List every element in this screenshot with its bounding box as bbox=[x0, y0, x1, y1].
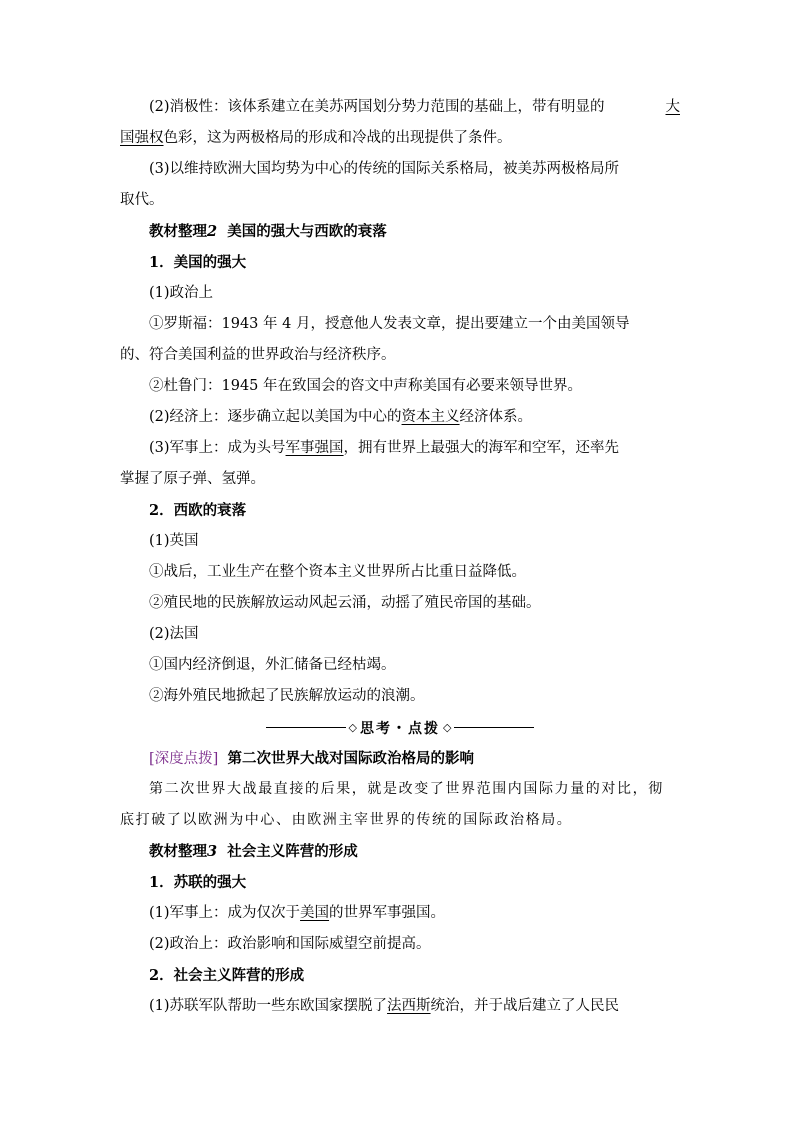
paragraph-line: ①国内经济倒退，外汇储备已经枯竭。 bbox=[149, 657, 396, 673]
paragraph-line: (1)政治上 bbox=[149, 285, 214, 301]
underlined-term: 法西斯 bbox=[387, 998, 431, 1014]
section-heading: 教材整理2 美国的强大与西欧的衰落 bbox=[149, 223, 387, 240]
subheading: 2．西欧的衰落 bbox=[149, 502, 247, 519]
subheading: 2．社会主义阵营的形成 bbox=[149, 967, 305, 984]
subheading: 1．苏联的强大 bbox=[149, 874, 247, 891]
paragraph-line: (1)英国 bbox=[149, 533, 199, 549]
diamond-icon: ◇ bbox=[443, 721, 452, 734]
paragraph-line: (2)消极性：该体系建立在美苏两国划分势力范围的基础上，带有明显的 大 bbox=[120, 92, 680, 123]
paragraph-line: ②杜鲁门：1945 年在致国会的咨文中声称美国有必要来领导世界。 bbox=[149, 378, 583, 394]
underlined-term: 国强权 bbox=[120, 130, 164, 146]
underlined-term: 军事强国 bbox=[285, 440, 344, 456]
paragraph-line: (2)政治上：政治影响和国际威望空前提高。 bbox=[149, 936, 431, 952]
paragraph-line: ②殖民地的民族解放运动风起云涌，动摇了殖民帝国的基础。 bbox=[149, 595, 541, 611]
document-body bbox=[120, 92, 680, 1022]
deep-insight-tag: [深度点拨] bbox=[149, 751, 219, 767]
paragraph-line: (3)军事上：成为头号军事强国，拥有世界上最强大的海军和空军，还率先 bbox=[149, 440, 620, 456]
diamond-icon: ◇ bbox=[348, 721, 357, 734]
divider-label: 思考・点拨 bbox=[360, 720, 440, 737]
paragraph-line: 底打破了以欧洲为中心、由欧洲主宰世界的传统的国际政治格局。 bbox=[120, 812, 573, 828]
paragraph-line: ①罗斯福：1943 年 4 月，授意他人发表文章，提出要建立一个由美国领导 bbox=[149, 316, 630, 332]
underlined-term: 大 bbox=[665, 99, 680, 115]
subheading: 1．美国的强大 bbox=[149, 254, 247, 271]
section-divider bbox=[120, 712, 680, 743]
divider-rule-left bbox=[266, 727, 346, 728]
deep-insight-heading: [深度点拨] 第二次世界大战对国际政治格局的影响 bbox=[149, 750, 475, 767]
paragraph-line: 国强权色彩，这为两极格局的形成和冷战的出现提供了条件。 bbox=[120, 130, 512, 146]
paragraph-line: ②海外殖民地掀起了民族解放运动的浪潮。 bbox=[149, 688, 425, 704]
underlined-term: 美国 bbox=[300, 905, 330, 921]
paragraph-line: (2)法国 bbox=[149, 626, 199, 642]
section-heading: 教材整理3 社会主义阵营的形成 bbox=[149, 843, 358, 860]
paragraph-line: 第二次世界大战最直接的后果，就是改变了世界范围内国际力量的对比，彻 bbox=[149, 781, 664, 797]
paragraph-line: 掌握了原子弹、氢弹。 bbox=[120, 471, 265, 487]
paragraph-line: (1)苏联军队帮助一些东欧国家摆脱了法西斯统治，并于战后建立了人民民 bbox=[149, 998, 620, 1014]
underlined-term: 资本主义 bbox=[401, 409, 460, 425]
divider-rule-right bbox=[454, 727, 534, 728]
paragraph-line: 取代。 bbox=[120, 192, 164, 208]
paragraph-line: (1)军事上：成为仅次于美国的世界军事强国。 bbox=[149, 905, 446, 921]
paragraph-line: (2)经济上：逐步确立起以美国为中心的资本主义经济体系。 bbox=[149, 409, 533, 425]
paragraph-line: (3)以维持欧洲大国均势为中心的传统的国际关系格局，被美苏两极格局所 bbox=[149, 161, 620, 177]
paragraph-line: ①战后，工业生产在整个资本主义世界所占比重日益降低。 bbox=[149, 564, 526, 580]
paragraph-line: 的、符合美国利益的世界政治与经济秩序。 bbox=[120, 347, 396, 363]
